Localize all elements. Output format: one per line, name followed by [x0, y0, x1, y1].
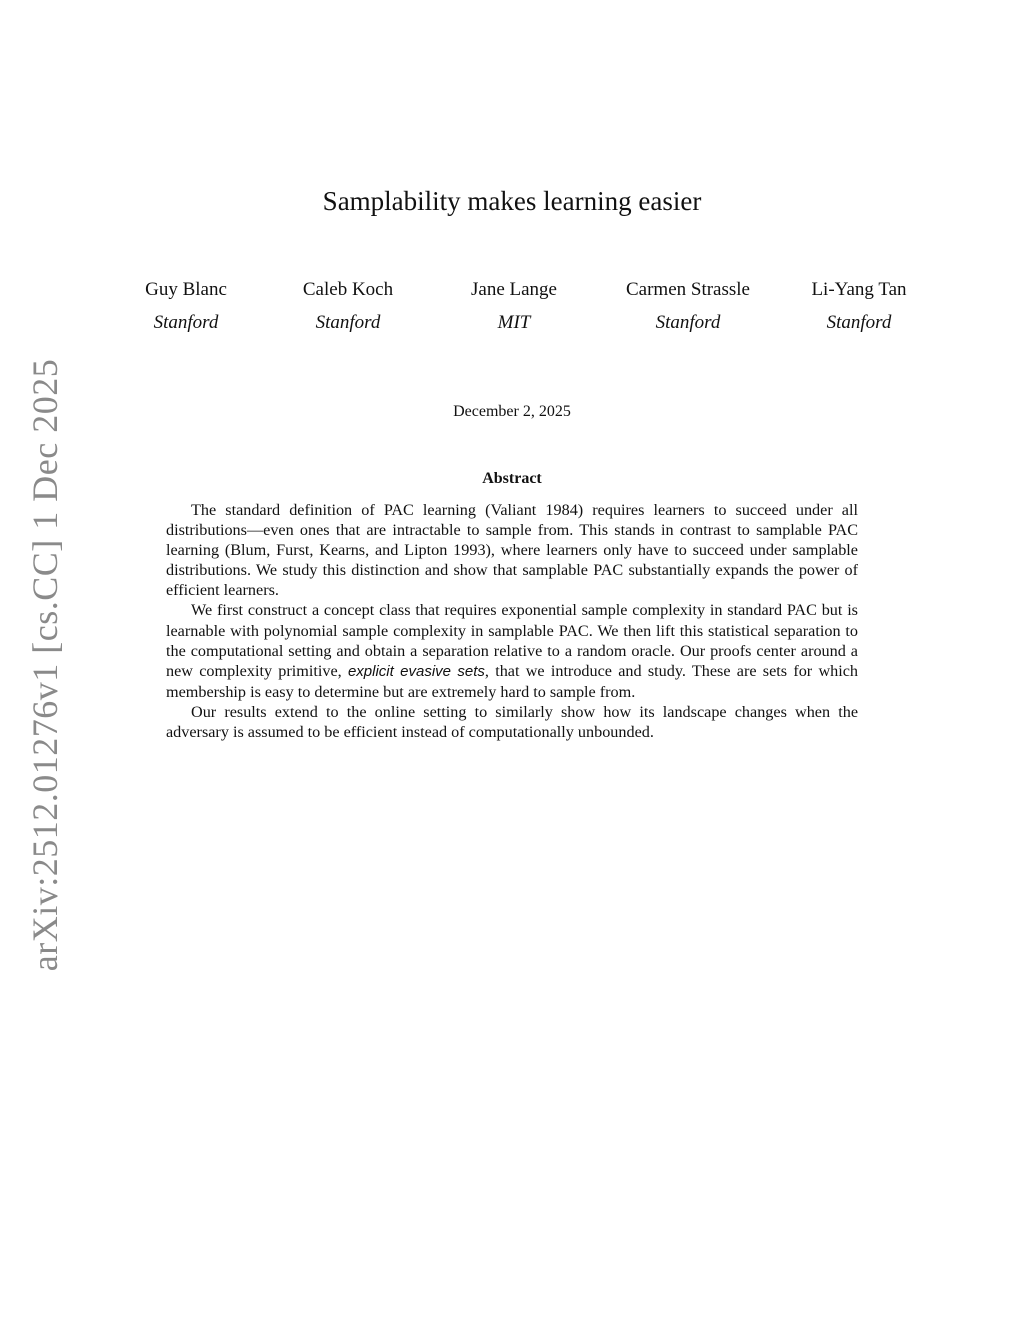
author-affiliation: Stanford [655, 312, 721, 333]
abstract-paragraph-1: The standard definition of PAC learning (Valiant 1984) requires learners to succeed under all distributions—even ones that are intractable to sample from. This stands in contrast to samplable PAC learning (Blum, Furst, Kearns, and Lipton 1993), where learners only have to succeed under samplable distributions. We study this distinction and show that samplable PAC substantially expands the power of efficient learners. [166, 501, 858, 600]
author-name: Jane Lange [471, 279, 557, 300]
author-list [0, 278, 1024, 348]
author-entry [588, 278, 788, 335]
author-affiliation: Stanford [315, 312, 381, 333]
abstract-paragraph-2-text-b: , that we introduce and study. These are sets for which membership is easy to determine but are extremely hard to sample from. [166, 661, 859, 701]
author-name: Carmen Strassle [625, 279, 750, 300]
abstract-body [166, 500, 858, 742]
abstract-heading: Abstract [482, 470, 542, 487]
author-affiliation: Stanford [153, 312, 219, 333]
paper-title: Samplability makes learning easier [322, 186, 702, 216]
emphasized-term: explicit evasive sets [347, 662, 485, 680]
author-name: Caleb Koch [302, 279, 394, 300]
author-name: Guy Blanc [145, 279, 227, 300]
author-name: Li-Yang Tan [811, 279, 907, 300]
arxiv-identifier-stamp: arXiv:2512.01276v1 [cs.CC] 1 Dec 2025 [25, 358, 65, 972]
abstract-paragraph-3: Our results extend to the online setting to similarly show how its landscape changes when the adversary is assumed to be efficient instead of computationally unbounded. [166, 702, 858, 742]
author-entry [414, 278, 614, 335]
abstract-paragraph-2-text-a: We first construct a concept class that requires exponential sample complexity in standard PAC but is learnable with polynomial sample complexity in samplable PAC. We then lift this statistical separation to the computational setting and obtain a separation relative to a random oracle. Our proofs center around a new complexity primitive, [166, 601, 858, 680]
abstract-paragraph-2 [166, 600, 858, 701]
author-entry [759, 278, 959, 335]
author-affiliation: MIT [497, 312, 531, 333]
author-affiliation: Stanford [826, 312, 892, 333]
paper-date: December 2, 2025 [453, 403, 571, 420]
